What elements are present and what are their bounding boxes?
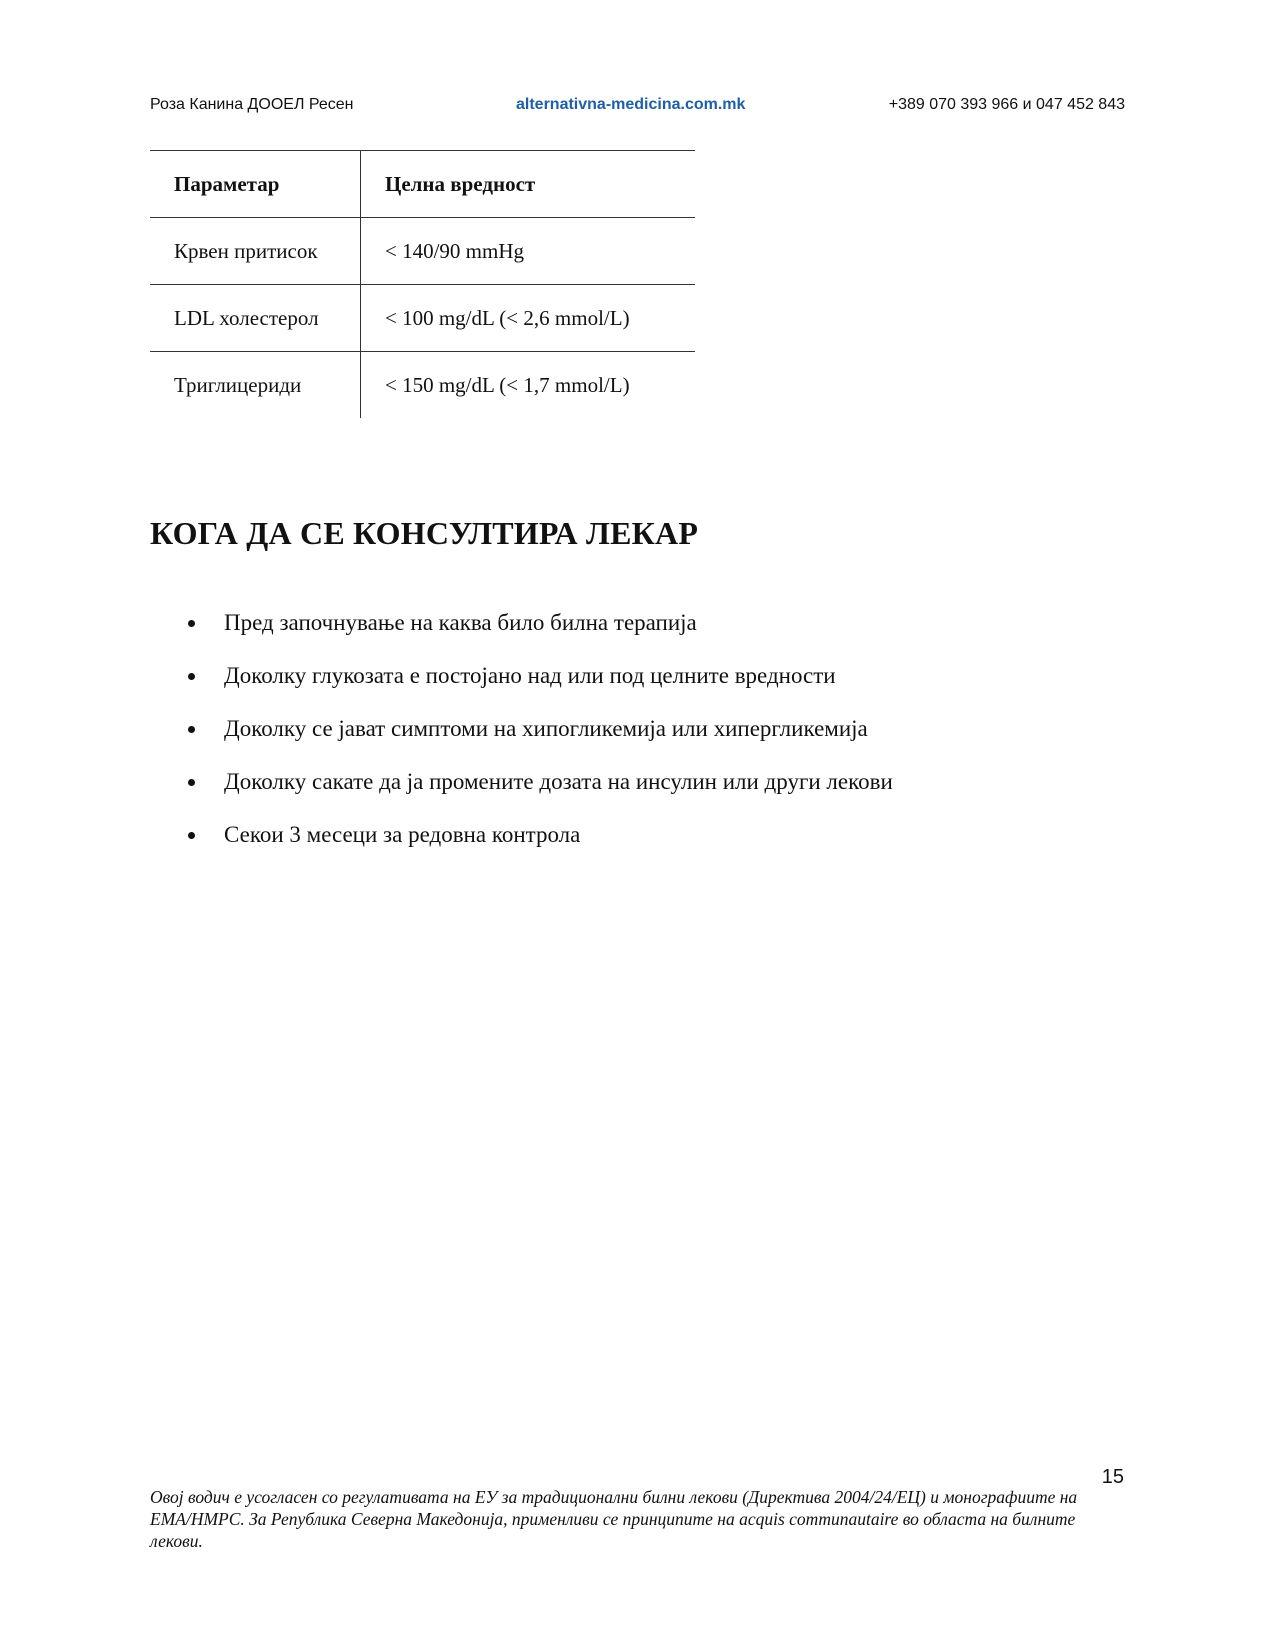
table-header-target: Целна вредност xyxy=(361,151,696,218)
section-title: КОГА ДА СЕ КОНСУЛТИРА ЛЕКАР xyxy=(150,515,699,551)
page-header xyxy=(150,96,1125,120)
table-header-row xyxy=(150,151,695,218)
list-item-text: Доколку сакате да ја промените дозата на инсулин или други лекови xyxy=(224,769,893,794)
table-row xyxy=(150,218,695,285)
bullet-icon xyxy=(188,620,195,627)
list-item-text: Доколку се јават симптоми на хипогликемија или хипергликемија xyxy=(224,716,868,741)
list-item xyxy=(150,767,893,820)
table-cell-target: < 140/90 mmHg xyxy=(361,218,696,285)
list-item xyxy=(150,661,893,714)
table-cell-parameter: LDL холестерол xyxy=(150,285,361,352)
consult-doctor-list xyxy=(150,608,893,873)
table-cell-target: < 100 mg/dL (< 2,6 mmol/L) xyxy=(361,285,696,352)
table-cell-parameter: Крвен притисок xyxy=(150,218,361,285)
list-item-text: Секои 3 месеци за редовна контрола xyxy=(224,822,581,847)
list-item xyxy=(150,714,893,767)
list-item-text: Доколку глукозата е постојано над или под целните вредности xyxy=(224,663,836,688)
bullet-icon xyxy=(188,726,195,733)
target-values-table xyxy=(150,150,695,418)
company-name: Роза Канина ДООЕЛ Ресен xyxy=(150,96,354,113)
bullet-icon xyxy=(188,832,195,839)
list-item-text: Пред започнување на каква било билна терапија xyxy=(224,610,697,635)
website-link[interactable]: alternativna-medicina.com.mk xyxy=(516,96,746,113)
page-number: 15 xyxy=(1101,1466,1124,1488)
footer-note: Овој водич е усогласен со регулативата на ЕУ за традиционални билни лекови (Директива 2004/24/ЕЦ) и монографиите на EMA/HMPC. За Република Северна Македонија, применливи се принципите на acquis communautaire во областа на билните лекови. xyxy=(150,1487,1078,1551)
table-cell-parameter: Триглицериди xyxy=(150,352,361,419)
bullet-icon xyxy=(188,673,195,680)
table-row xyxy=(150,285,695,352)
phone-numbers: +389 070 393 966 и 047 452 843 xyxy=(888,96,1125,113)
bullet-icon xyxy=(188,779,195,786)
table-row xyxy=(150,352,695,419)
table-header-parameter: Параметар xyxy=(150,151,361,218)
list-item xyxy=(150,608,893,661)
table-cell-target: < 150 mg/dL (< 1,7 mmol/L) xyxy=(385,372,630,397)
list-item xyxy=(150,820,893,873)
